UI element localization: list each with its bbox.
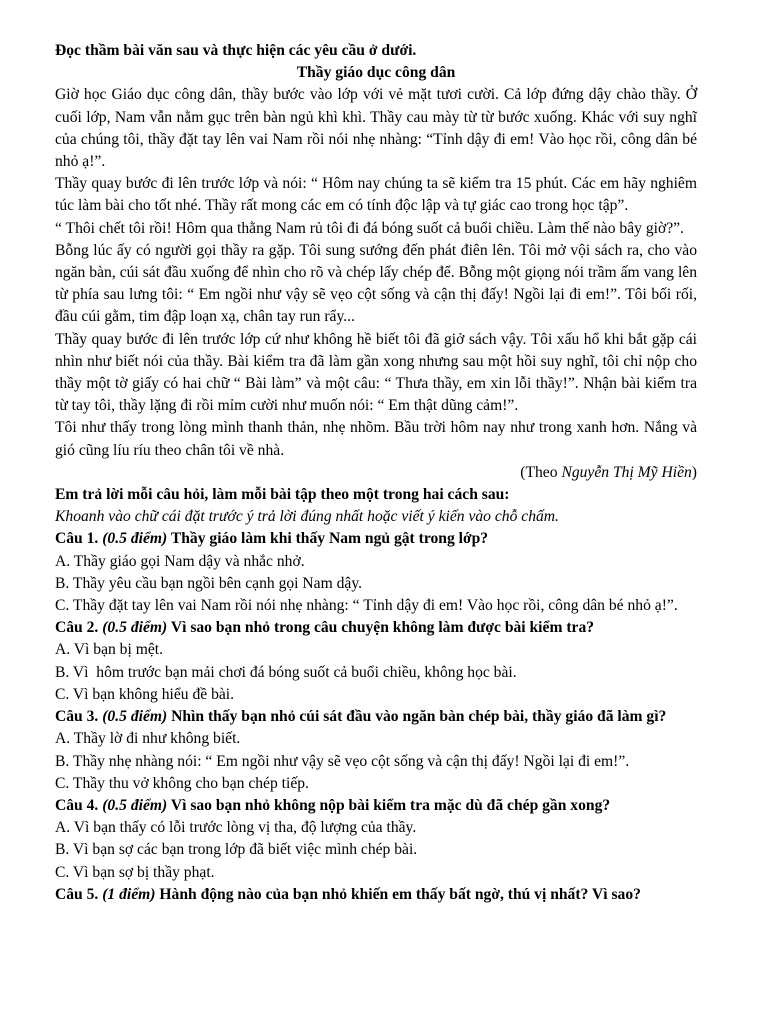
question-text: Hành động nào của bạn nhỏ khiến em thấy bất ngờ, thú vị nhất? Vì sao? bbox=[159, 885, 641, 903]
question-text: Thầy giáo làm khi thấy Nam ngủ gật trong lớp? bbox=[170, 530, 489, 548]
story-paragraph: Thầy quay bước đi lên trước lớp và nói: “ Hôm nay chúng ta sẽ kiểm tra 15 phút. Các em hãy nghiêm túc làm bài cho tốt nhé. Thầy rất mong các em có tính độc lập và tự giác cao trong học tập”. bbox=[55, 175, 697, 215]
story-paragraph: Bỗng lúc ấy có người gọi thầy ra gặp. Tôi sung sướng đến phát điên lên. Tôi mở vội sách ra, cho vào ngăn bàn, cúi sát đầu xuống để nhìn cho rõ và chép lấy chép để. Bỗng một giọng nói trầm ấm vang lên từ phía sau lưng tôi: “ Em ngồi như vậy sẽ vẹo cột sống và cận thị đấy! Ngồi lại đi em!”. Tôi bối rối, đầu cúi gằm, tim đập loạn xạ, chân tay run rẩy... bbox=[55, 241, 697, 326]
question-points: (1 điểm) bbox=[102, 885, 156, 903]
answer-option[interactable]: A. Vì bạn bị mệt. bbox=[55, 641, 163, 659]
story-paragraph: Giờ học Giáo dục công dân, thầy bước vào lớp với vẻ mặt tươi cười. Cả lớp đứng dậy chào thầy. Ở cuối lớp, Nam vẫn nằm gục trên bàn ngủ khì khì. Thầy cau mày từ từ bước xuống. Khác với suy nghĩ của chúng tôi, thầy đặt tay lên vai Nam rồi nói nhẹ nhàng: “Tỉnh dậy đi em! Vào học rồi, công dân bé nhỏ ạ!”. bbox=[55, 86, 697, 171]
question-block bbox=[55, 528, 697, 617]
answer-option[interactable]: B. Vì bạn sợ các bạn trong lớp đã biết việc mình chép bài. bbox=[55, 841, 418, 859]
answer-option[interactable]: A. Vì bạn thấy có lỗi trước lòng vị tha, độ lượng của thầy. bbox=[55, 819, 417, 837]
story-paragraph: “ Thôi chết tôi rồi! Hôm qua thằng Nam rủ tôi đi đá bóng suốt cả buổi chiều. Làm thế nào bây giờ?”. bbox=[55, 219, 684, 237]
answer-option[interactable]: A. Thầy lờ đi như không biết. bbox=[55, 730, 241, 748]
question-text: Nhìn thấy bạn nhỏ cúi sát đầu vào ngăn bàn chép bài, thầy giáo đã làm gì? bbox=[171, 708, 667, 726]
answer-option[interactable]: B. Thầy yêu cầu bạn ngồi bên cạnh gọi Nam dậy. bbox=[55, 574, 363, 592]
question-block bbox=[55, 795, 697, 884]
question-block bbox=[55, 884, 697, 906]
answer-instruction: Em trả lời mỗi câu hỏi, làm mỗi bài tập theo một trong hai cách sau: bbox=[55, 486, 510, 504]
answer-option[interactable]: B. Vì hôm trước bạn mải chơi đá bóng suốt cả buổi chiều, không học bài. bbox=[55, 663, 517, 681]
question-points: (0.5 điểm) bbox=[102, 530, 168, 548]
question-points: (0.5 điểm) bbox=[102, 796, 168, 814]
question-label: Câu 2. bbox=[55, 619, 99, 637]
story-title: Thầy giáo dục công dân bbox=[296, 64, 456, 82]
question-points: (0.5 điểm) bbox=[102, 708, 168, 726]
answer-option[interactable]: A. Thầy giáo gọi Nam dậy và nhắc nhở. bbox=[55, 552, 305, 570]
question-heading bbox=[55, 528, 697, 550]
question-text: Vì sao bạn nhỏ trong câu chuyện không làm được bài kiểm tra? bbox=[170, 619, 595, 637]
story-paragraph: Tôi như thấy trong lòng mình thanh thản, nhẹ nhõm. Bầu trời hôm nay như trong xanh hơn. Nắng và gió cũng líu ríu theo chân tôi về nhà. bbox=[55, 419, 697, 459]
question-label: Câu 1. bbox=[55, 530, 99, 548]
answer-option[interactable]: C. Thầy thu vở không cho bạn chép tiếp. bbox=[55, 774, 309, 792]
question-heading bbox=[55, 795, 697, 817]
answer-option[interactable]: B. Thầy nhẹ nhàng nói: “ Em ngồi như vậy sẽ vẹo cột sống và cận thị đấy! Ngồi lại đi em!”. bbox=[55, 752, 630, 770]
question-heading bbox=[55, 706, 697, 728]
question-heading bbox=[55, 617, 697, 639]
answer-option[interactable]: C. Vì bạn sợ bị thầy phạt. bbox=[55, 863, 215, 881]
source-suffix: ) bbox=[691, 463, 697, 481]
question-text: Vì sao bạn nhỏ không nộp bài kiểm tra mặc dù đã chép gần xong? bbox=[170, 796, 611, 814]
question-heading bbox=[55, 884, 697, 906]
question-block bbox=[55, 617, 697, 706]
story-source bbox=[55, 462, 697, 484]
question-block bbox=[55, 706, 697, 795]
question-label: Câu 4. bbox=[55, 796, 99, 814]
answer-method: Khoanh vào chữ cái đặt trước ý trả lời đúng nhất hoặc viết ý kiến vào chỗ chấm. bbox=[55, 508, 559, 526]
answer-option[interactable]: C. Thầy đặt tay lên vai Nam rồi nói nhẹ nhàng: “ Tỉnh dậy đi em! Vào học rồi, công dân bé nhỏ ạ!”. bbox=[55, 597, 678, 615]
story-paragraph: Thầy quay bước đi lên trước lớp cứ như không hề biết tôi đã giở sách vậy. Tôi xấu hổ khi bắt gặp cái nhìn như biết nói của thầy. Bài kiểm tra đã làm gần xong nhưng sau một hồi suy nghĩ, tôi chỉ nộp cho thầy một tờ giấy có hai chữ “ Bài làm” và một câu: “ Thưa thầy, em xin lỗi thầy!”. Nhận bài kiểm tra từ tay tôi, thầy lặng đi rồi mỉm cười như muốn nói: “ Em thật dũng cảm!”. bbox=[55, 330, 697, 415]
source-prefix: (Theo bbox=[520, 463, 562, 481]
source-author: Nguyễn Thị Mỹ Hiền bbox=[561, 463, 692, 481]
question-points: (0.5 điểm) bbox=[102, 619, 168, 637]
reading-instruction: Đọc thầm bài văn sau và thực hiện các yêu cầu ở dưới. bbox=[55, 42, 417, 59]
question-label: Câu 3. bbox=[55, 708, 99, 726]
story-body bbox=[55, 84, 697, 461]
answer-option[interactable]: C. Vì bạn không hiểu đề bài. bbox=[55, 685, 235, 703]
question-label: Câu 5. bbox=[55, 885, 99, 903]
